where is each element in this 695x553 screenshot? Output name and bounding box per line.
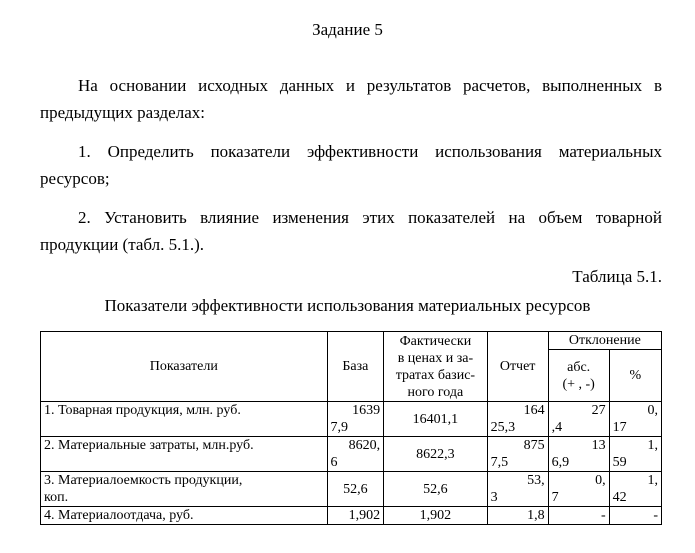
row3-report-part2: 3 <box>490 490 498 505</box>
row2-abs <box>548 437 609 472</box>
header-fact-line1: Фактически <box>399 333 472 349</box>
row3-indicator-line1: 3. Материалоемкость продукции, <box>44 473 243 488</box>
row4-indicator: 4. Материалоотдача, руб. <box>41 507 328 525</box>
row2-pct <box>609 437 661 472</box>
row1-fact: 16401,1 <box>384 402 487 437</box>
row2-base-part1: 8620, <box>348 438 381 453</box>
row3-base: 52,6 <box>327 472 384 507</box>
row1-abs-part1: 27 <box>591 403 606 418</box>
row4-report: 1,8 <box>487 507 548 525</box>
row3-abs-part1: 0, <box>595 473 606 488</box>
header-abs-line2: (+ , -) <box>562 376 595 392</box>
header-pct: % <box>609 350 661 402</box>
intro-paragraph: На основании исходных данных и результатов расчетов, выполненных в предыдущих разделах: <box>40 76 662 122</box>
table-row <box>41 437 662 472</box>
row3-fact: 52,6 <box>384 472 487 507</box>
header-abs-line1: абс. <box>567 359 591 375</box>
row2-report-part1: 875 <box>523 438 545 453</box>
row2-report-part2: 7,5 <box>490 455 509 470</box>
row3-abs <box>548 472 609 507</box>
header-base: База <box>327 332 384 402</box>
row2-base <box>327 437 384 472</box>
task-heading: Задание 5 <box>312 20 383 39</box>
row3-indicator <box>41 472 328 507</box>
row3-report-part1: 53, <box>527 473 545 488</box>
row3-abs-part2: 7 <box>551 490 559 505</box>
row1-pct-part1: 0, <box>647 403 658 418</box>
row1-report-part1: 164 <box>523 403 545 418</box>
row3-indicator-line2: коп. <box>44 490 69 505</box>
table-row <box>41 402 662 437</box>
row1-base-part1: 1639 <box>352 403 381 418</box>
row2-abs-part1: 13 <box>591 438 606 453</box>
row2-pct-part1: 1, <box>647 438 658 453</box>
table-row <box>41 472 662 507</box>
row2-abs-part2: 6,9 <box>551 455 570 470</box>
row3-pct-part2: 42 <box>612 490 627 505</box>
header-fact-line2: в ценах и за- <box>397 350 474 366</box>
header-fact-line4: ного года <box>407 384 464 400</box>
row1-indicator: 1. Товарная продукция, млн. руб. <box>41 402 328 437</box>
indicators-table <box>40 331 662 525</box>
task-item-1: 1. Определить показатели эффективности использования материальных ресурсов; <box>40 142 662 188</box>
header-indicator: Показатели <box>41 332 328 402</box>
table-row <box>41 507 662 525</box>
row4-base: 1,902 <box>327 507 384 525</box>
header-abs <box>548 350 609 402</box>
row2-fact: 8622,3 <box>384 437 487 472</box>
row3-pct-part1: 1, <box>647 473 658 488</box>
header-fact-line3: тратах базис- <box>395 367 476 383</box>
table-title: Показатели эффективности использования материальных ресурсов <box>104 296 591 315</box>
row2-pct-part2: 59 <box>612 455 627 470</box>
row1-report <box>487 402 548 437</box>
row3-pct <box>609 472 661 507</box>
row1-abs-part2: ,4 <box>551 420 563 435</box>
row1-pct-part2: 17 <box>612 420 627 435</box>
header-report: Отчет <box>487 332 548 402</box>
table-number: Таблица 5.1. <box>572 267 662 286</box>
task-item-2: 2. Установить влияние изменения этих показателей на объем товарной продукции (табл. 5.1.). <box>40 208 662 254</box>
row2-base-part2: 6 <box>330 455 338 470</box>
row1-abs <box>548 402 609 437</box>
header-fact <box>384 332 487 402</box>
header-deviation: Отклонение <box>548 332 661 350</box>
table-header-row <box>41 332 662 350</box>
row4-pct: - <box>609 507 661 525</box>
row1-report-part2: 25,3 <box>490 420 516 435</box>
row2-indicator: 2. Материальные затраты, млн.руб. <box>41 437 328 472</box>
row1-base <box>327 402 384 437</box>
row1-pct <box>609 402 661 437</box>
row1-base-part2: 7,9 <box>330 420 349 435</box>
row3-report <box>487 472 548 507</box>
row4-abs: - <box>548 507 609 525</box>
row4-fact: 1,902 <box>384 507 487 525</box>
row2-report <box>487 437 548 472</box>
